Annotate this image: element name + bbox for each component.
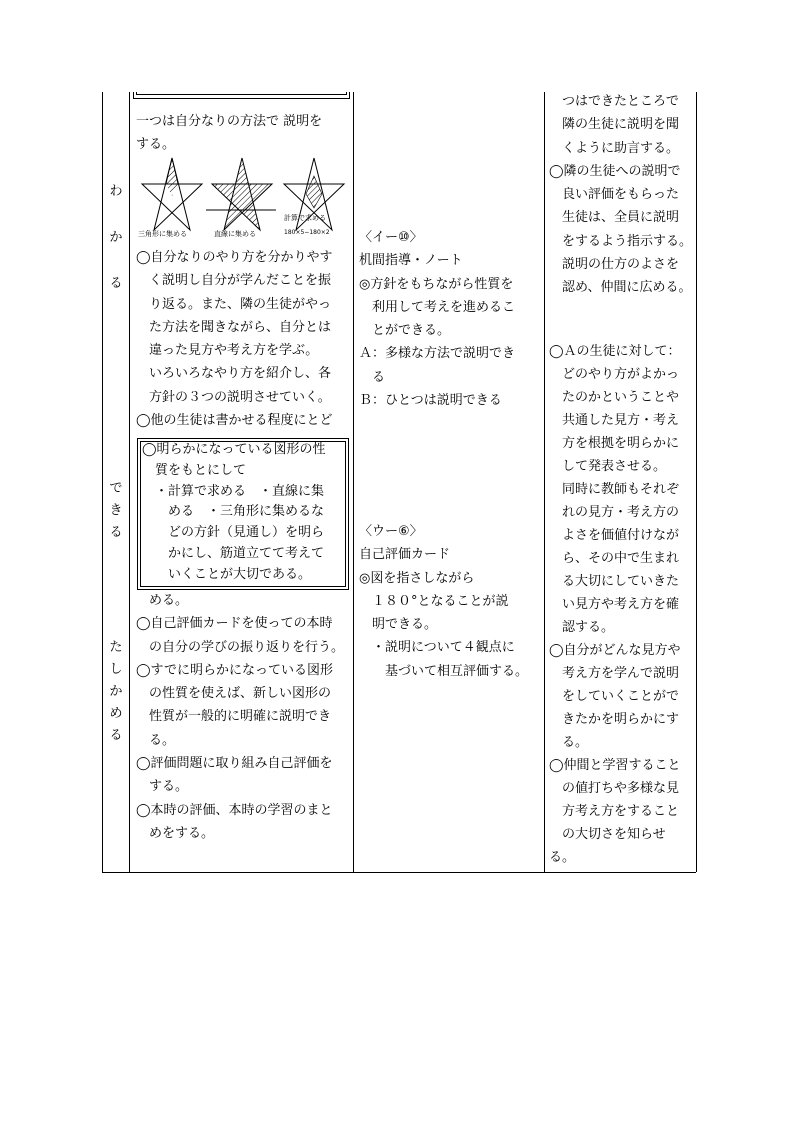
text-line: Ｂ：ひとつは説明できる [359, 393, 502, 409]
text-line: 共通した見方・考え [549, 413, 680, 428]
text-line: いくことが大切である。 [142, 566, 312, 582]
text-line: ◯自己評価カードを使っての本時 [136, 616, 333, 632]
stage-char: き [109, 503, 123, 518]
text-line: くように助言する。 [549, 140, 680, 156]
stage-char: で [109, 481, 123, 496]
stage-char: る [109, 276, 123, 291]
text-line: 利用して考えを進めるこ [359, 299, 516, 315]
text-line: 方を根拠を明らかに [549, 436, 680, 451]
text-line: たのかということや [549, 390, 680, 405]
text-line: 同時に教師もそれぞ [549, 482, 680, 497]
table-divider-stage [129, 92, 130, 872]
text-line: どのやり方がよかっ [549, 367, 680, 382]
text-line: ◯Ａの生徒に対して： [549, 344, 681, 359]
stage-dekiru [108, 478, 124, 544]
text-line: １８０°となることが説 [359, 593, 509, 609]
text-line: 方針の３つの説明させていく。 [136, 389, 331, 405]
text-line: り返る。また、隣の生徒がやっ [136, 296, 332, 312]
text-line: ◯他の生徒は書かせる程度にとど [136, 413, 333, 429]
text-line: する。 [136, 137, 176, 153]
text-line: 自己評価カード [359, 547, 451, 563]
text-line: 生徒は、全員に説明 [549, 210, 680, 226]
continued-box-inner [136, 92, 347, 95]
activity-block-2 [136, 246, 333, 432]
text-line: 認する。 [549, 620, 615, 635]
text-line: いろいろなやり方を紹介し、各 [136, 366, 332, 382]
text-line: 良い評価をもらった [549, 187, 680, 203]
text-line: ◯仲間と学習すること [549, 758, 681, 773]
text-line: ◎図を指さしながら [359, 570, 475, 586]
activity-block-3 [136, 589, 344, 845]
text-line: 机間指導・ノート [359, 253, 463, 269]
text-line: ・説明について４観点に [359, 640, 515, 656]
text-line: める。 [136, 593, 189, 608]
text-line: 説明の仕方のよさを [549, 257, 680, 273]
text-line: する。 [136, 779, 189, 795]
text-line: る。 [549, 850, 576, 865]
star-formula: 180×5−180×2 [284, 229, 330, 236]
text-line: ◯隣の生徒への説明で [549, 163, 681, 179]
text-line: 認め、仲間に広める。 [549, 280, 692, 296]
text-line: とができる。 [359, 323, 451, 339]
text-line: をしていくことがで [549, 689, 680, 704]
text-line: ら、その中で生まれ [549, 551, 680, 566]
text-line: 〈ウー⑥〉 [359, 524, 423, 539]
text-line: た方法を聞きながら、自分とは [136, 319, 332, 335]
text-line: く説明し自分が学んだことを振 [136, 273, 332, 289]
text-line: 性質が一般的に明確に説明でき [136, 709, 332, 725]
text-line: 隣の生徒に説明を聞 [549, 117, 680, 133]
text-line: ◯評価問題に取り組み自己評価を [136, 756, 333, 772]
text-line: ◯本時の評価、本時の学習のまと [136, 802, 333, 818]
stage-char: し [109, 662, 123, 677]
text-line: 方考え方をすること [549, 804, 680, 819]
star-line-method [206, 158, 276, 238]
text-line: ◎方針をもちながら性質を [359, 276, 514, 292]
text-line: 質をもとにして [142, 462, 247, 478]
stage-char: か [109, 230, 123, 245]
text-line: ◯すでに明らかになっている図形 [136, 662, 333, 678]
stage-char: め [109, 706, 123, 721]
text-line: 明できる。 [359, 617, 438, 633]
text-line: の値打ちや多様な見 [549, 781, 680, 796]
text-line: をするよう指示する。 [549, 233, 693, 249]
evaluation-block-1 [359, 226, 515, 412]
text-line: 考え方を学んで説明 [549, 666, 680, 681]
star-methods-figure [134, 154, 350, 238]
star-triangle-method [138, 158, 202, 238]
text-line: る。 [136, 732, 176, 748]
text-line: る [359, 369, 386, 385]
text-line: つはできたところで [549, 94, 679, 109]
table-border-left [102, 92, 103, 872]
table-border-right [696, 92, 697, 872]
text-line: める ・三角形に集めるな [142, 504, 325, 520]
support-block-2 [549, 340, 681, 869]
text-line: よさを価値付けなが [549, 528, 680, 543]
star-label: 直線に集める [214, 230, 256, 238]
star-label: 計算で求める [284, 214, 326, 222]
text-line: の自分の学びの振り返りを行う。 [136, 639, 345, 655]
text-line: れの見方・考え方の [549, 505, 680, 520]
text-line: の性質を使えば、新しい図形の [136, 686, 332, 702]
text-line: い見方や考え方を確 [549, 597, 680, 612]
text-line: かにし、筋道立てて考えて [142, 545, 325, 561]
text-line: きたかを明らかにす [549, 712, 680, 727]
text-line: ◯自分なりのやり方を分かりやす [136, 250, 333, 265]
stage-char: る [109, 728, 123, 743]
text-line: 基づいて相互評価する。 [359, 663, 529, 679]
text-line: る。 [549, 735, 589, 750]
table-divider-activity [353, 92, 354, 872]
stage-char: か [109, 684, 123, 699]
stage-char: る [109, 525, 123, 540]
table-divider-evaluation [544, 92, 545, 872]
evaluation-block-2 [359, 520, 528, 683]
stage-tashikameru [108, 637, 124, 747]
text-line: の大切さを知らせ [549, 827, 666, 842]
text-line: 一つは自分なりの方法で 説明を [136, 114, 323, 129]
key-point-box [142, 440, 326, 586]
text-line: ◯自分がどんな見方や [549, 643, 681, 658]
text-line: どの方針（見通し）を明ら [142, 525, 325, 541]
text-line: 〈イー⑩〉 [359, 230, 423, 245]
activity-block-1 [136, 110, 322, 157]
stage-char: た [109, 640, 123, 655]
text-line: 違った見方や考え方を学ぶ。 [136, 343, 319, 359]
text-line: めをする。 [136, 825, 215, 841]
text-line: ◯明らかになっている図形の性 [142, 442, 326, 457]
stage-wakaru [108, 181, 124, 295]
star-label: 三角形に集める [138, 230, 187, 238]
stage-char: わ [109, 184, 123, 199]
text-line: ・計算で求める ・直線に集 [142, 483, 325, 499]
table-border-bottom [102, 872, 696, 873]
support-block-1 [549, 90, 692, 300]
star-calculation-method [284, 158, 344, 236]
text-line: して発表させる。 [549, 459, 667, 474]
text-line: る大切にしていきた [549, 574, 680, 589]
text-line: Ａ：多様な方法で説明でき [359, 346, 516, 362]
